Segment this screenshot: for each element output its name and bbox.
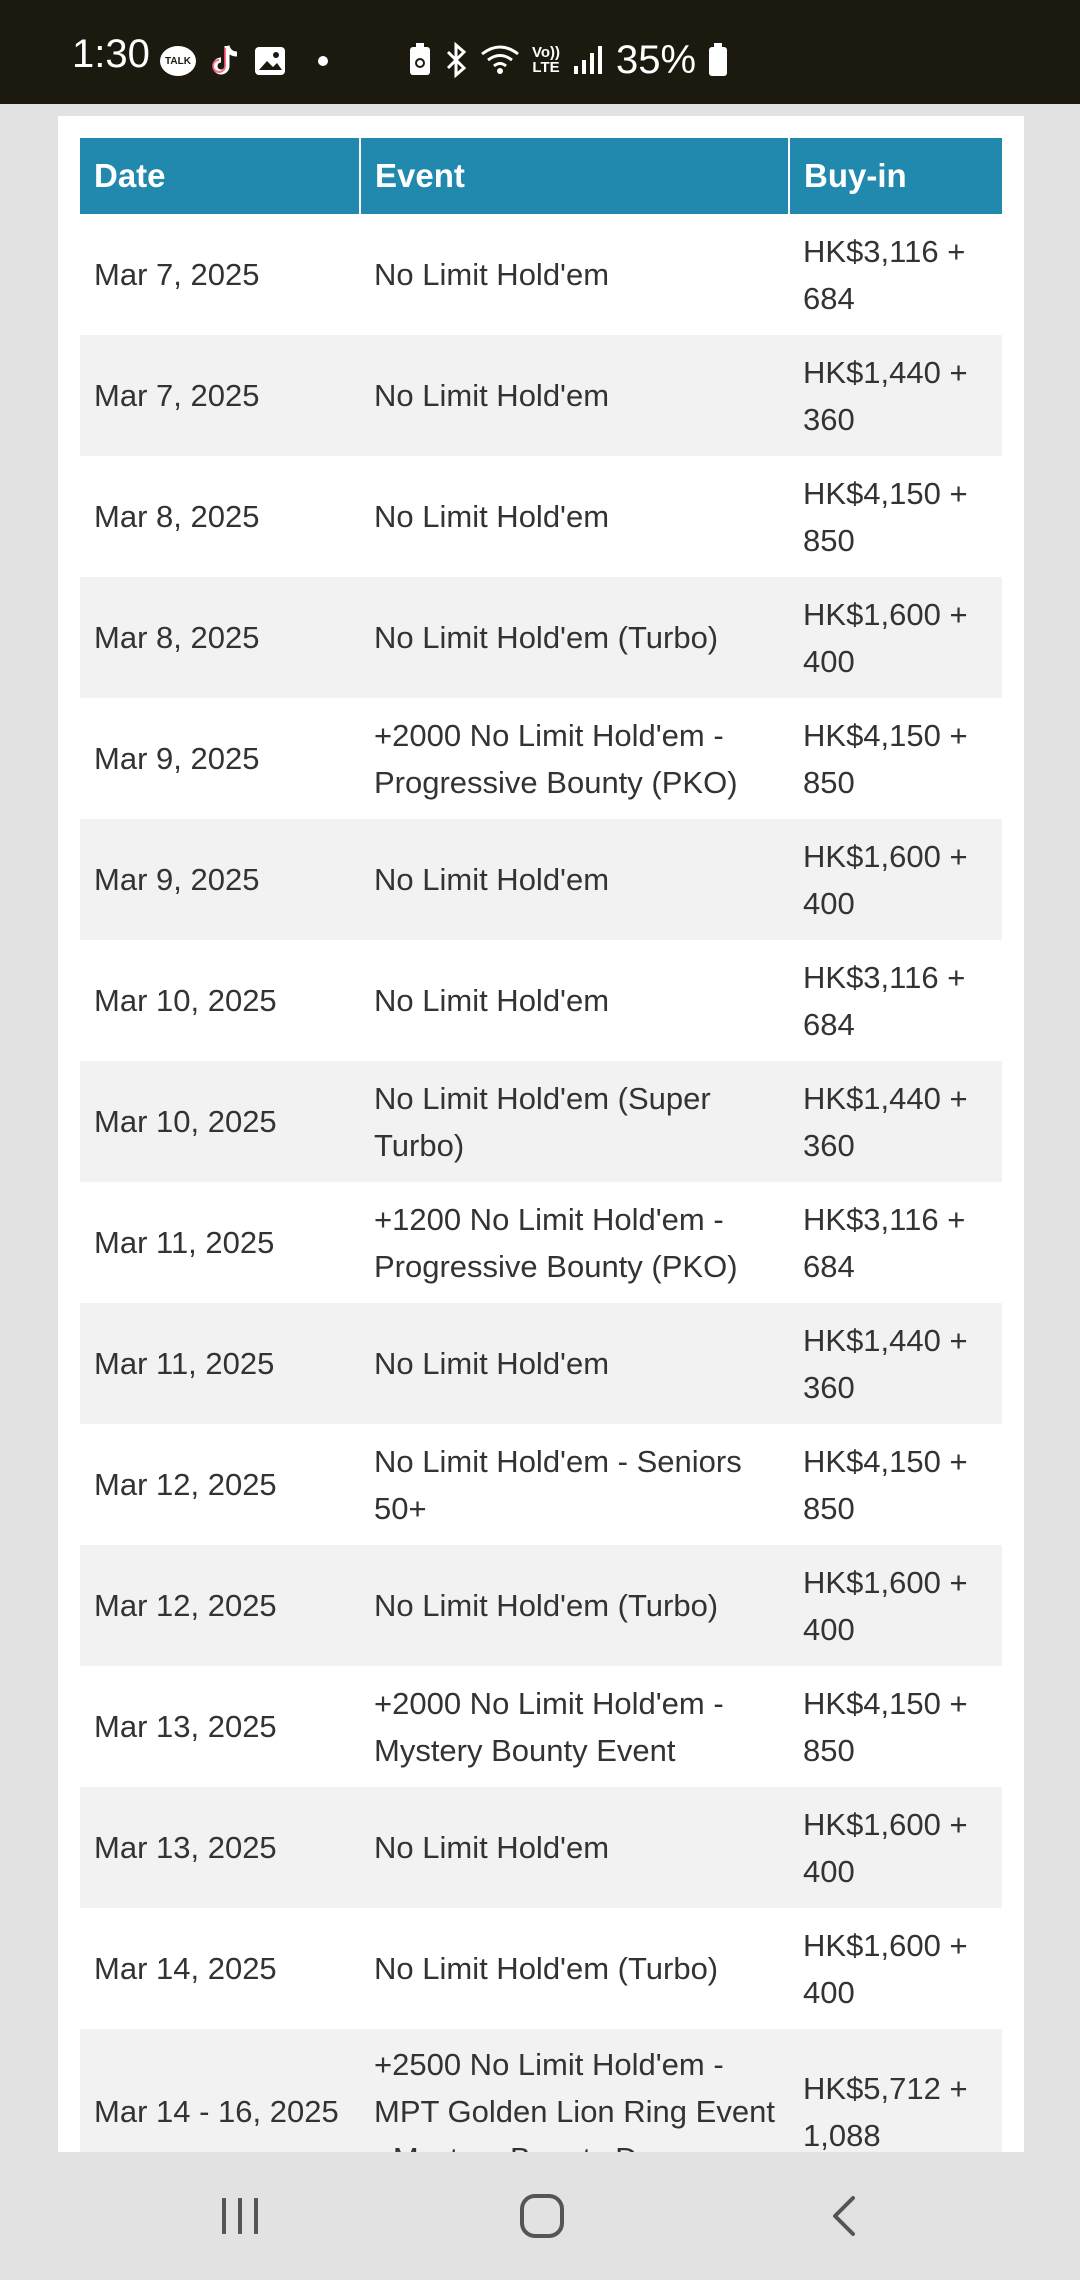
table-row bbox=[80, 819, 1002, 940]
table-row bbox=[80, 698, 1002, 819]
date-cell: Mar 10, 2025 bbox=[94, 983, 277, 1018]
date-cell: Mar 8, 2025 bbox=[94, 499, 260, 534]
buyin-cell: HK$1,600 + 400 bbox=[789, 1545, 1002, 1666]
table-row bbox=[80, 1545, 1002, 1666]
table-row bbox=[80, 214, 1002, 335]
event-link[interactable]: No Limit Hold'em bbox=[360, 335, 789, 456]
buyin-cell: HK$4,150 + 850 bbox=[803, 1685, 968, 1768]
table-row bbox=[80, 940, 1002, 1061]
table-row bbox=[80, 1303, 1002, 1424]
date-cell: Mar 7, 2025 bbox=[94, 257, 260, 292]
column-header-date: Date bbox=[80, 138, 360, 214]
buyin-cell: HK$1,600 + 400 bbox=[803, 1927, 968, 2010]
date-cell: Mar 9, 2025 bbox=[94, 741, 260, 776]
table-header-row bbox=[80, 138, 1002, 214]
table-row bbox=[80, 1061, 1002, 1182]
battery-percentage: 35% bbox=[616, 38, 697, 82]
tiktok-icon bbox=[210, 44, 240, 78]
table-row bbox=[80, 1787, 1002, 1908]
event-link[interactable]: No Limit Hold'em (Turbo) bbox=[360, 1545, 789, 1666]
buyin-cell: HK$3,116 + 684 bbox=[803, 959, 966, 1042]
volte-icon: Vo)) LTE bbox=[532, 44, 561, 76]
table-row bbox=[80, 1908, 1002, 2029]
event-link[interactable]: No Limit Hold'em bbox=[374, 499, 610, 534]
event-link[interactable]: No Limit Hold'em bbox=[360, 819, 789, 940]
buyin-cell: HK$1,440 + 360 bbox=[789, 1061, 1002, 1182]
table-row bbox=[80, 1182, 1002, 1303]
table-row bbox=[80, 577, 1002, 698]
event-link[interactable]: No Limit Hold'em - Seniors 50+ bbox=[374, 1443, 742, 1526]
buyin-cell: HK$4,150 + 850 bbox=[803, 475, 968, 558]
bluetooth-icon bbox=[444, 43, 468, 77]
gallery-icon bbox=[254, 46, 286, 76]
event-link[interactable]: +2500 No Limit Hold'em - MPT Golden Lion Ring Event bbox=[360, 2029, 789, 2194]
date-cell: Mar 13, 2025 bbox=[80, 1787, 360, 1908]
tournament-schedule-table bbox=[80, 138, 1002, 2194]
buyin-cell: HK$3,116 + 684 bbox=[803, 1201, 966, 1284]
event-link[interactable]: No Limit Hold'em bbox=[360, 1787, 789, 1908]
table-row bbox=[80, 335, 1002, 456]
table-row bbox=[80, 1666, 1002, 1787]
date-cell: Mar 8, 2025 bbox=[80, 577, 360, 698]
column-header-event: Event bbox=[360, 138, 789, 214]
date-cell: Mar 11, 2025 bbox=[80, 1303, 360, 1424]
event-link[interactable]: No Limit Hold'em bbox=[360, 1303, 789, 1424]
date-cell: Mar 11, 2025 bbox=[94, 1225, 275, 1260]
event-link[interactable]: No Limit Hold'em (Super Turbo) bbox=[360, 1061, 789, 1182]
event-link[interactable]: No Limit Hold'em bbox=[374, 983, 610, 1018]
buyin-cell: HK$1,440 + 360 bbox=[789, 335, 1002, 456]
buyin-cell: HK$4,150 + 850 bbox=[803, 717, 968, 800]
recent-apps-icon[interactable] bbox=[210, 2190, 270, 2242]
date-cell: Mar 10, 2025 bbox=[80, 1061, 360, 1182]
status-bar bbox=[0, 0, 1080, 104]
event-link[interactable]: No Limit Hold'em (Turbo) bbox=[360, 577, 789, 698]
home-icon[interactable] bbox=[512, 2190, 572, 2242]
web-page[interactable] bbox=[58, 116, 1024, 2152]
buyin-cell: HK$4,150 + 850 bbox=[803, 1443, 968, 1526]
battery-icon bbox=[708, 43, 728, 77]
date-cell: Mar 12, 2025 bbox=[80, 1545, 360, 1666]
event-link[interactable]: No Limit Hold'em (Turbo) bbox=[374, 1951, 719, 1986]
system-icons bbox=[408, 40, 728, 80]
talk-icon: TALK bbox=[160, 46, 196, 76]
date-cell: Mar 9, 2025 bbox=[80, 819, 360, 940]
buyin-cell: HK$1,600 + 400 bbox=[789, 1787, 1002, 1908]
back-icon[interactable] bbox=[814, 2190, 874, 2242]
buyin-cell: HK$1,440 + 360 bbox=[789, 1303, 1002, 1424]
buyin-cell: HK$5,712 + 1,088 bbox=[789, 2029, 1002, 2194]
status-time: 1:30 bbox=[72, 32, 150, 76]
notification-icons bbox=[160, 44, 328, 78]
navigation-bar bbox=[0, 2152, 1080, 2280]
battery-saver-icon bbox=[408, 43, 432, 77]
date-cell: Mar 7, 2025 bbox=[80, 335, 360, 456]
date-cell: Mar 12, 2025 bbox=[94, 1467, 277, 1502]
table-row bbox=[80, 456, 1002, 577]
table-row bbox=[80, 1424, 1002, 1545]
buyin-cell: HK$1,600 + 400 bbox=[789, 819, 1002, 940]
signal-icon bbox=[572, 44, 602, 76]
wifi-icon bbox=[480, 44, 520, 76]
buyin-cell: HK$1,600 + 400 bbox=[789, 577, 1002, 698]
date-cell: Mar 13, 2025 bbox=[94, 1709, 277, 1744]
date-cell: Mar 14, 2025 bbox=[94, 1951, 277, 1986]
event-link[interactable]: +2000 No Limit Hold'em - Progressive Bounty (PKO) bbox=[374, 717, 738, 800]
event-link[interactable]: +1200 No Limit Hold'em - Progressive Bounty (PKO) bbox=[374, 1201, 738, 1284]
column-header-buyin: Buy-in bbox=[789, 138, 1002, 214]
event-link[interactable]: No Limit Hold'em bbox=[374, 257, 610, 292]
more-notifications-dot bbox=[318, 56, 328, 66]
date-cell: Mar 14 - 16, 2025 bbox=[80, 2029, 360, 2194]
event-link[interactable]: +2000 No Limit Hold'em - Mystery Bounty Event bbox=[374, 1685, 724, 1768]
buyin-cell: HK$3,116 + 684 bbox=[803, 233, 966, 316]
